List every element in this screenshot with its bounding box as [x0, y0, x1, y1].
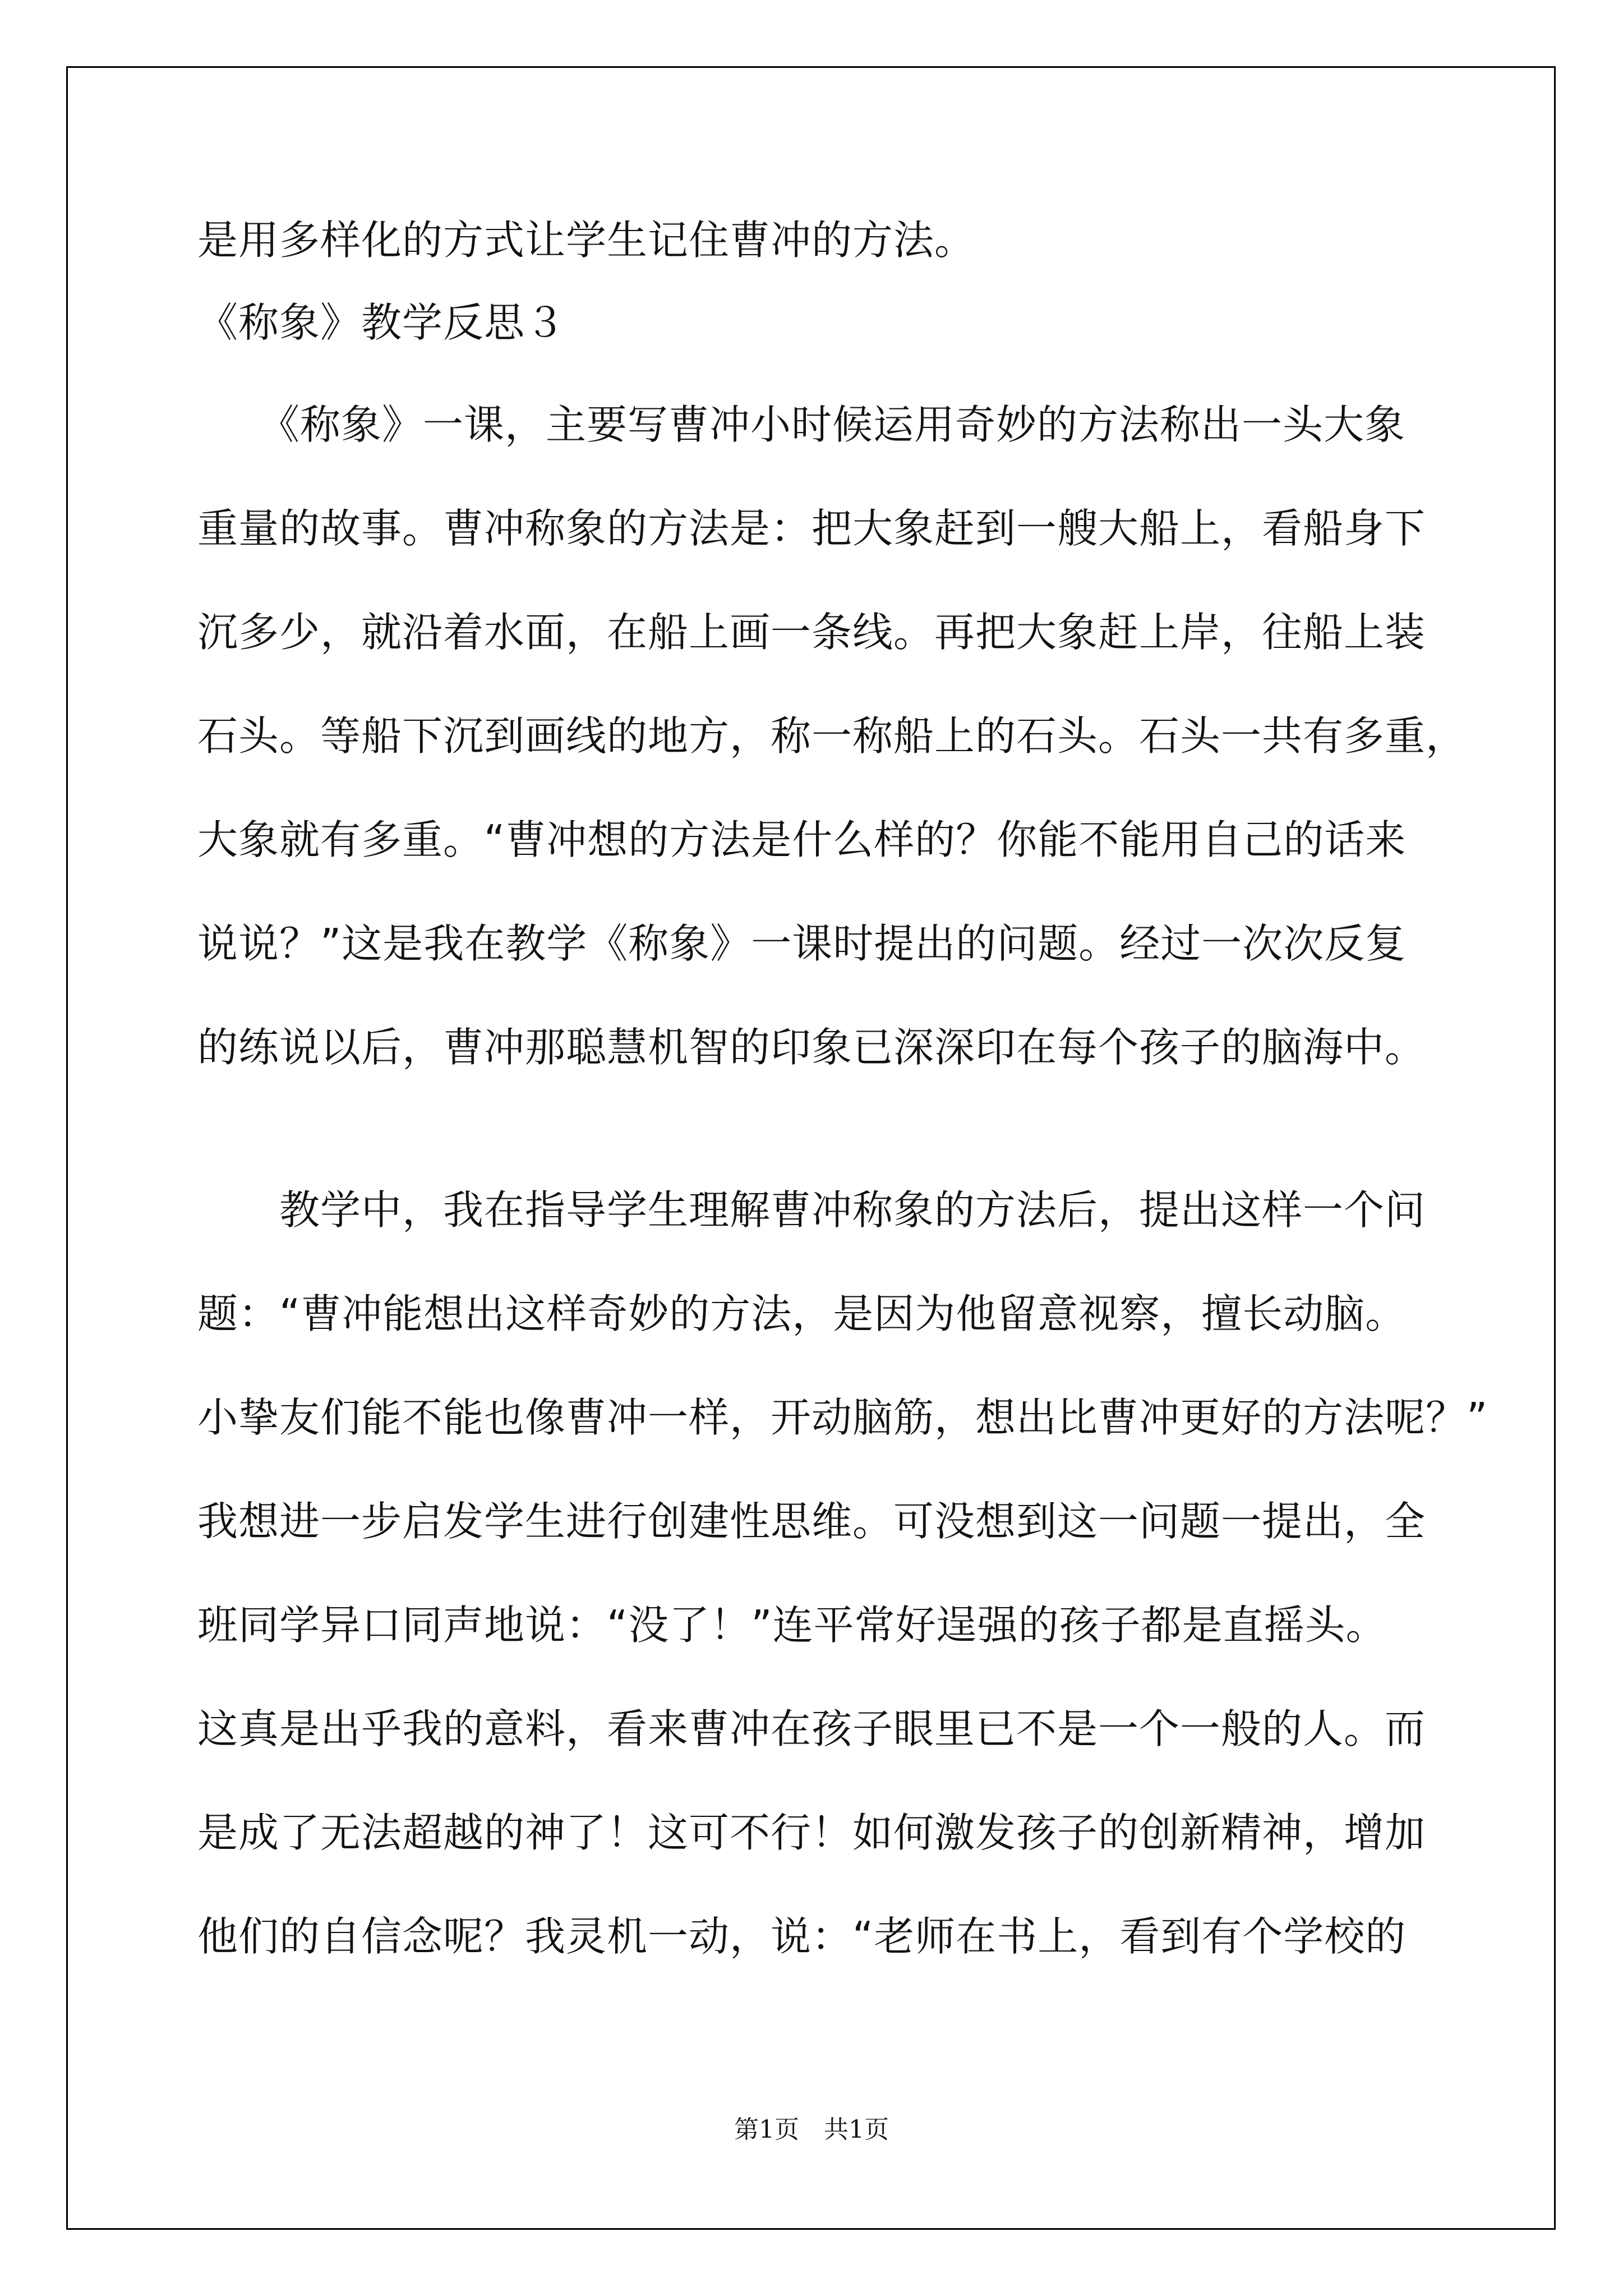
text-line: 重量的故事。曹冲称象的方法是：把大象赶到一艘大船上，看船身下 — [197, 505, 1426, 552]
text-line: 是用多样化的方式让学生记住曹冲的方法。 — [197, 217, 976, 264]
text-line: 是成了无法超越的神了！这可不行！如何激发孩子的创新精神，增加 — [197, 1809, 1426, 1856]
text-line: 的练说以后，曹冲那聪慧机智的印象已深深印在每个孩子的脑海中。 — [197, 1024, 1426, 1071]
page-footer: 第1页 共1页 — [734, 2115, 889, 2144]
text-line: 教学中，我在指导学生理解曹冲称象的方法后，提出这样一个问 — [197, 1186, 1426, 1234]
text-line: 大象就有多重。“曹冲想的方法是什么样的？你能不能用自己的话来 — [197, 816, 1407, 863]
text-line: 小挚友们能不能也像曹冲一样，开动脑筋，想出比曹冲更好的方法呢？” — [197, 1394, 1488, 1441]
text-line: 他们的自信念呢？我灵机一动，说：“老师在书上，看到有个学校的 — [197, 1913, 1407, 1960]
text-line: 我想进一步启发学生进行创建性思维。可没想到这一问题一提出，全 — [197, 1498, 1426, 1545]
text-line: 《称象》一课，主要写曹冲小时候运用奇妙的方法称出一头大象 — [197, 401, 1406, 448]
text-line: 班同学异口同声地说：“没了！”连平常好逞强的孩子都是直摇头。 — [197, 1602, 1387, 1649]
text-line: 这真是出乎我的意料，看来曹冲在孩子眼里已不是一个一般的人。而 — [197, 1705, 1426, 1752]
text-line: 沉多少，就沿着水面，在船上画一条线。再把大象赶上岸，往船上装 — [197, 609, 1426, 656]
text-line: 石头。等船下沉到画线的地方，称一称船上的石头。石头一共有多重， — [197, 712, 1467, 760]
section-heading: 《称象》教学反思３ — [197, 299, 566, 346]
page-border — [66, 66, 1556, 2230]
text-line: 题：“曹冲能想出这样奇妙的方法，是因为他留意视察，擅长动脑。 — [197, 1290, 1407, 1337]
text-line: 说说？”这是我在教学《称象》一课时提出的问题。经过一次次反复 — [197, 920, 1407, 967]
